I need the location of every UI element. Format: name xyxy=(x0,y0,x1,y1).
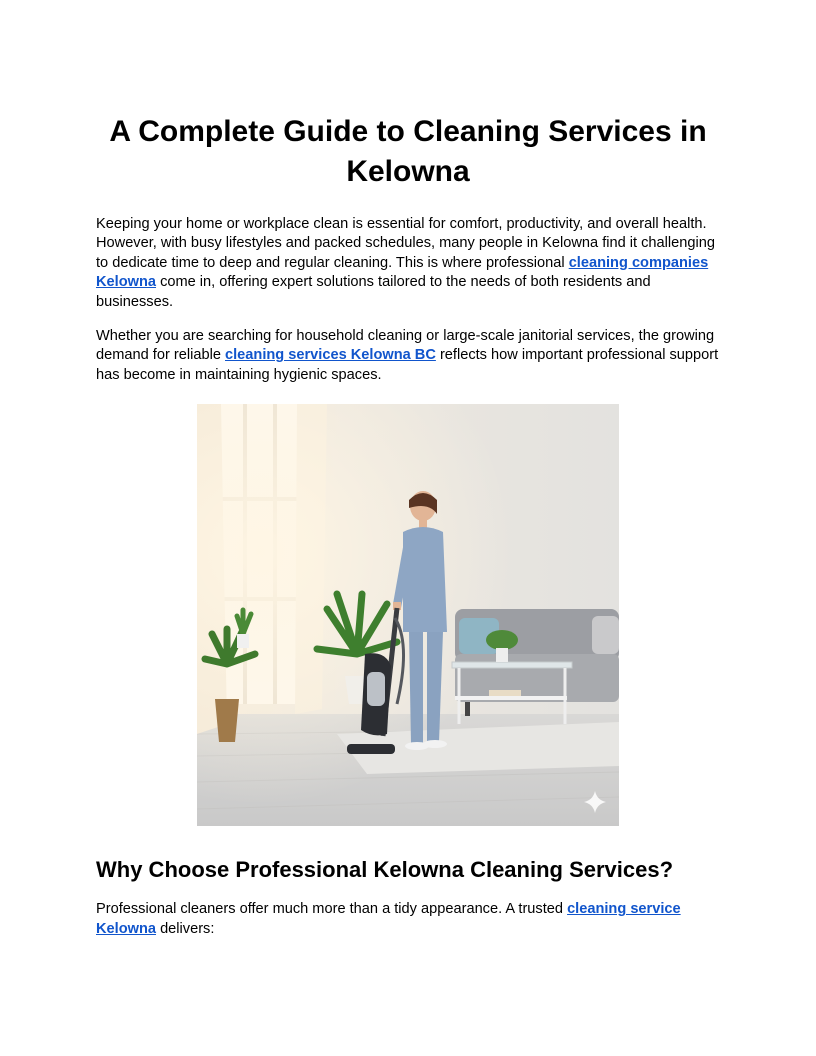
link-cleaning-companies-kelowna[interactable]: cleaning companies Kelowna xyxy=(96,254,709,291)
document-page xyxy=(96,112,720,939)
page-title: A Complete Guide to Cleaning Services in Kelowna xyxy=(109,115,707,188)
second-paragraph xyxy=(96,327,720,385)
intro-text-1: Keeping your home or workplace clean is essential for comfort, productivity, and overall health. However, with busy lifestyles and packed schedules, many people in Kelowna find it challenging to dedicate time to deep and regular cleaning. This is where professional xyxy=(96,216,715,271)
third-paragraph xyxy=(96,900,720,939)
para3-text-2: delivers: xyxy=(156,920,215,937)
intro-text-2: come in, offering expert solutions tailored to the needs of both residents and businesses. xyxy=(96,274,651,310)
link-cleaning-services-kelowna-bc[interactable]: cleaning services Kelowna BC xyxy=(225,347,436,364)
article-image xyxy=(197,404,619,826)
intro-paragraph xyxy=(96,215,720,312)
section-heading: Why Choose Professional Kelowna Cleaning Services? xyxy=(96,857,674,883)
para2-text-1: Whether you are searching for household cleaning or large-scale janitorial services, the growing demand for reliable xyxy=(96,328,715,364)
para3-text-1: Professional cleaners offer much more than a tidy appearance. A trusted xyxy=(96,901,568,918)
para2-text-2: reflects how important professional support has become in maintaining hygienic spaces. xyxy=(96,347,719,383)
link-cleaning-service-kelowna[interactable]: cleaning service Kelowna xyxy=(96,901,681,937)
